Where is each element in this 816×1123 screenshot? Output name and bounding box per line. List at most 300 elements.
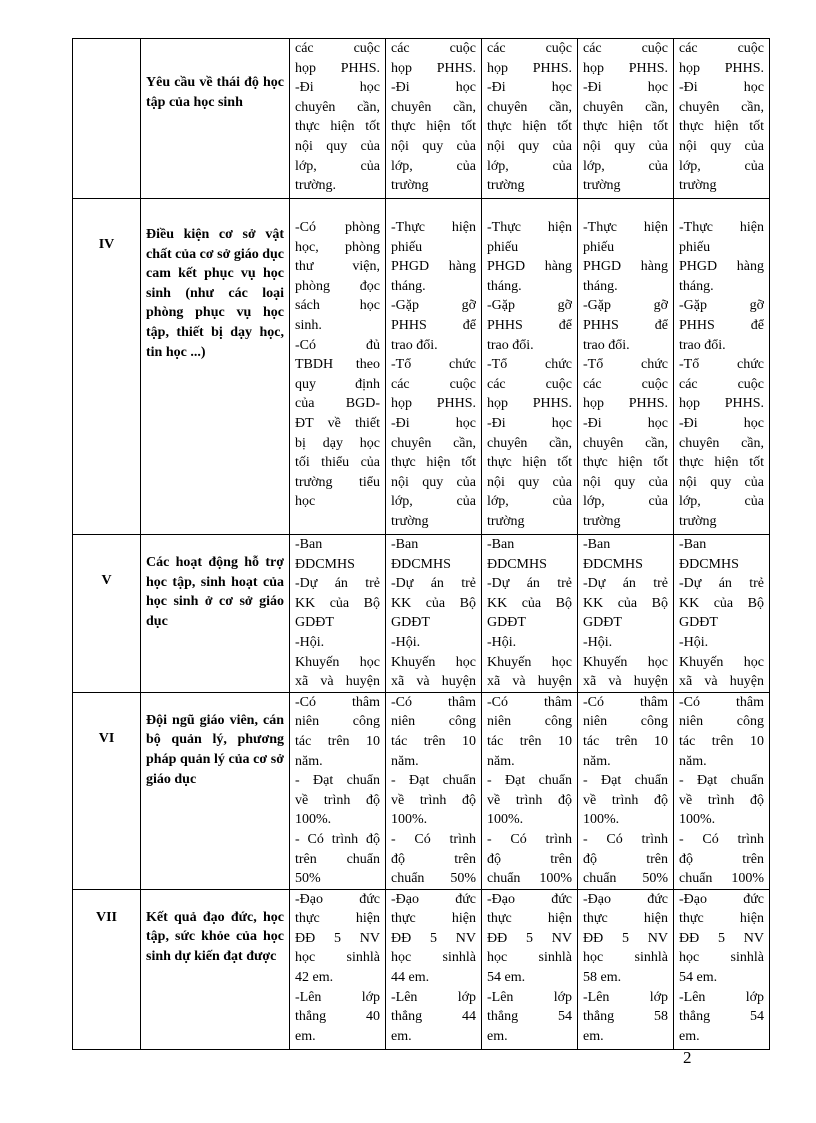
criteria-text: Kết quả đạo đức, học tập, sức khỏe của học sinh dự kiến đạt được bbox=[146, 909, 284, 964]
cell-line: PHGD hàng bbox=[583, 259, 668, 275]
cell-line: tháng. bbox=[583, 278, 618, 294]
cell-line: quy định bbox=[295, 376, 380, 392]
commitment-cell bbox=[386, 889, 482, 1049]
cell-line: -Hội. bbox=[679, 634, 709, 650]
cell-line: nội quy của bbox=[487, 474, 572, 490]
cell-line: -Tổ chức bbox=[679, 357, 764, 373]
cell-line: thực hiện bbox=[487, 911, 572, 927]
criteria-table bbox=[72, 38, 770, 1050]
cell-line: năm. bbox=[487, 753, 515, 769]
cell-line: trường bbox=[679, 178, 717, 194]
cell-line: họp PHHS. bbox=[583, 60, 668, 76]
cell-line: 100%. bbox=[391, 812, 428, 828]
cell-line: chuyên cần, bbox=[295, 99, 380, 115]
cell-line: KK của Bộ bbox=[679, 595, 764, 611]
criteria-cell bbox=[141, 889, 290, 1049]
cell-line: nội quy của bbox=[583, 474, 668, 490]
cell-line: trường bbox=[487, 178, 525, 194]
cell-line: -Đạo đức bbox=[679, 891, 764, 907]
criteria-text: Các hoạt động hỗ trợ học tập, sinh hoạt của học sinh ở cơ sở giáo dục bbox=[146, 555, 284, 629]
cell-line: -Đạo đức bbox=[583, 891, 668, 907]
cell-line: -Ban bbox=[295, 537, 323, 552]
cell-line: -Lên lớp bbox=[295, 989, 380, 1005]
cell-line: PHGD hàng bbox=[679, 259, 764, 275]
row-number-cell bbox=[73, 889, 141, 1049]
cell-line: bị dạy học bbox=[295, 435, 380, 451]
cell-line: thực hiện bbox=[391, 911, 476, 927]
cell-line: trường bbox=[391, 178, 429, 194]
row-number: IV bbox=[98, 237, 115, 252]
cell-line: chuẩn 100% bbox=[487, 871, 572, 887]
cell-line: KK của Bộ bbox=[295, 595, 380, 611]
cell-line: -Thực hiện bbox=[679, 220, 764, 235]
cell-line: về trình độ bbox=[583, 792, 668, 808]
cell-line: ĐĐ 5 NV bbox=[679, 930, 764, 946]
commitment-cell bbox=[386, 39, 482, 199]
cell-line: - Có trình bbox=[679, 831, 764, 847]
cell-line: -Gặp gỡ bbox=[487, 298, 572, 314]
cell-line: chuyên cần, bbox=[391, 99, 476, 115]
cell-line: - Đạt chuẩn bbox=[679, 773, 764, 789]
cell-line: tác trên 10 bbox=[391, 733, 476, 749]
cell-line: -Đạo đức bbox=[295, 891, 380, 907]
cell-line: chuyên cần, bbox=[391, 435, 476, 451]
cell-line: -Lên lớp bbox=[679, 989, 764, 1005]
cell-line: -Tổ chức bbox=[487, 357, 572, 373]
table-row bbox=[73, 889, 770, 1049]
cell-line: thực hiện tốt bbox=[295, 119, 380, 135]
cell-line: họp PHHS. bbox=[679, 396, 764, 412]
cell-line: lớp, của bbox=[583, 494, 668, 510]
cell-line: họp PHHS. bbox=[487, 396, 572, 412]
cell-line: nội quy của bbox=[679, 474, 764, 490]
cell-line: lớp, của bbox=[583, 158, 668, 174]
commitment-cell bbox=[482, 199, 578, 535]
cell-line: họp PHHS. bbox=[391, 396, 476, 412]
cell-line: các cuộc bbox=[487, 41, 572, 56]
cell-line: trường bbox=[583, 178, 621, 194]
cell-line: họp PHHS. bbox=[487, 60, 572, 76]
cell-line: học sinhlà bbox=[583, 950, 668, 966]
cell-line: các cuộc bbox=[583, 376, 668, 392]
cell-line: 100%. bbox=[295, 812, 332, 828]
cell-line: học sinhlà bbox=[295, 950, 380, 966]
cell-line: PHHS để bbox=[679, 317, 764, 333]
commitment-cell bbox=[674, 889, 770, 1049]
cell-line: các cuộc bbox=[391, 376, 476, 392]
commitment-cell bbox=[674, 535, 770, 693]
cell-line: 100%. bbox=[679, 812, 716, 828]
cell-line: ĐT về thiết bbox=[295, 415, 380, 431]
cell-line: - Có trình bbox=[583, 831, 668, 847]
row-number-cell bbox=[73, 692, 141, 889]
cell-line: phiếu bbox=[391, 239, 423, 255]
cell-line: -Hội. bbox=[487, 634, 517, 650]
cell-line: -Gặp gỡ bbox=[391, 298, 476, 314]
cell-line: nội quy của bbox=[391, 474, 476, 490]
cell-line: lớp, của bbox=[679, 494, 764, 510]
commitment-cell bbox=[578, 199, 674, 535]
criteria-text: Yêu cầu về thái độ học tập của học sinh bbox=[146, 75, 284, 110]
cell-line: -Thực hiện bbox=[487, 220, 572, 235]
cell-line: ĐDCMHS bbox=[583, 556, 643, 572]
commitment-cell bbox=[290, 889, 386, 1049]
cell-line: -Dự án trẻ bbox=[391, 576, 476, 592]
cell-line: xã và huyện bbox=[391, 674, 476, 690]
cell-line: trao đổi. bbox=[487, 337, 534, 353]
cell-line: học sinhlà bbox=[391, 950, 476, 966]
cell-line: học sinhlà bbox=[679, 950, 764, 966]
cell-line: em. bbox=[583, 1028, 604, 1044]
table-row bbox=[73, 535, 770, 693]
cell-line: ĐĐ 5 NV bbox=[487, 930, 572, 946]
cell-line: -Hội. bbox=[583, 634, 613, 650]
cell-line: niên công bbox=[487, 714, 572, 730]
cell-line: nội quy của bbox=[295, 138, 380, 154]
cell-line: năm. bbox=[679, 753, 707, 769]
cell-line: thực hiện tốt bbox=[583, 455, 668, 471]
cell-line: GDĐT bbox=[487, 615, 526, 631]
cell-line: về trình độ bbox=[679, 792, 764, 808]
cell-line: -Đi học bbox=[391, 80, 476, 96]
row-number: VI bbox=[98, 730, 115, 746]
cell-line: -Đi học bbox=[391, 415, 476, 431]
cell-line: -Thực hiện bbox=[583, 220, 668, 235]
cell-line: ĐDCMHS bbox=[295, 556, 355, 572]
cell-line: thực hiện tốt bbox=[679, 455, 764, 471]
cell-line: thực hiện tốt bbox=[487, 119, 572, 135]
cell-line: chuyên cần, bbox=[487, 99, 572, 115]
cell-line: sinh. bbox=[295, 317, 322, 333]
cell-line: các cuộc bbox=[391, 41, 476, 56]
cell-line: thẳng 44 bbox=[391, 1009, 476, 1025]
commitment-cell bbox=[290, 199, 386, 535]
cell-line: niên công bbox=[295, 714, 380, 730]
row-number-cell bbox=[73, 39, 141, 199]
page-number: 2 bbox=[683, 1048, 692, 1067]
cell-line: năm. bbox=[295, 753, 323, 769]
table-row bbox=[73, 39, 770, 199]
cell-line: Khuyến học bbox=[583, 654, 668, 670]
cell-line: - Có trình bbox=[487, 831, 572, 847]
cell-line: 42 em. bbox=[295, 970, 334, 986]
cell-line: các cuộc bbox=[487, 376, 572, 392]
commitment-cell bbox=[482, 889, 578, 1049]
cell-line: trên chuẩn bbox=[295, 851, 380, 867]
cell-line: -Ban bbox=[487, 537, 515, 552]
cell-line: xã và huyện bbox=[487, 674, 572, 690]
cell-line: các cuộc bbox=[583, 41, 668, 56]
cell-line: trao đổi. bbox=[583, 337, 630, 353]
cell-line: -Đi học bbox=[583, 415, 668, 431]
cell-line: PHHS để bbox=[391, 317, 476, 333]
commitment-cell bbox=[290, 39, 386, 199]
cell-line: họp PHHS. bbox=[295, 60, 380, 76]
cell-line: thực hiện bbox=[295, 911, 380, 927]
cell-line: -Thực hiện bbox=[391, 220, 476, 235]
cell-line: -Dự án trẻ bbox=[679, 576, 764, 592]
cell-line: thực hiện tốt bbox=[391, 455, 476, 471]
cell-line: tác trên 10 bbox=[679, 733, 764, 749]
cell-line: các cuộc bbox=[679, 376, 764, 392]
cell-line: - Đạt chuẩn bbox=[391, 773, 476, 789]
cell-line: em. bbox=[679, 1028, 700, 1044]
cell-line: học, phòng bbox=[295, 239, 380, 255]
cell-line: -Đi học bbox=[487, 80, 572, 96]
commitment-cell bbox=[578, 39, 674, 199]
cell-line: TBDH theo bbox=[295, 357, 380, 373]
commitment-cell bbox=[578, 535, 674, 693]
commitment-cell bbox=[290, 692, 386, 889]
cell-line: - Đạt chuẩn bbox=[487, 773, 572, 789]
commitment-cell bbox=[674, 199, 770, 535]
cell-line: thực hiện bbox=[583, 911, 668, 927]
commitment-cell bbox=[482, 692, 578, 889]
cell-line: phòng đọc bbox=[295, 278, 380, 294]
cell-line: nội quy của bbox=[391, 138, 476, 154]
cell-line: thư viện, bbox=[295, 259, 380, 275]
cell-line: trao đổi. bbox=[391, 337, 438, 353]
cell-line: em. bbox=[295, 1028, 316, 1044]
cell-line: -Có thâm bbox=[679, 694, 764, 710]
cell-line: năm. bbox=[583, 753, 611, 769]
commitment-cell bbox=[674, 39, 770, 199]
cell-line: các cuộc bbox=[295, 41, 380, 56]
cell-line: -Có phòng bbox=[295, 220, 380, 235]
cell-line: thực hiện tốt bbox=[487, 455, 572, 471]
cell-line: xã và huyện bbox=[679, 674, 764, 690]
cell-line: PHHS để bbox=[583, 317, 668, 333]
cell-line: PHGD hàng bbox=[487, 259, 572, 275]
commitment-cell bbox=[386, 199, 482, 535]
cell-line: thẳng 54 bbox=[487, 1009, 572, 1025]
cell-line: lớp, của bbox=[487, 158, 572, 174]
cell-line: chuyên cần, bbox=[583, 99, 668, 115]
cell-line: độ trên bbox=[679, 851, 764, 867]
cell-line: thẳng 54 bbox=[679, 1009, 764, 1025]
commitment-cell bbox=[578, 889, 674, 1049]
cell-line: -Lên lớp bbox=[487, 989, 572, 1005]
cell-line: về trình độ bbox=[295, 792, 380, 808]
row-number-cell bbox=[73, 199, 141, 535]
cell-line: 100%. bbox=[583, 812, 620, 828]
cell-line: -Gặp gỡ bbox=[583, 298, 668, 314]
cell-line: phiếu bbox=[583, 239, 615, 255]
commitment-cell bbox=[578, 692, 674, 889]
cell-line: sách học bbox=[295, 298, 380, 314]
criteria-cell bbox=[141, 39, 290, 199]
cell-line: chuẩn 100% bbox=[679, 871, 764, 887]
cell-line: -Ban bbox=[391, 537, 419, 552]
cell-line: -Dự án trẻ bbox=[295, 576, 380, 592]
cell-line: chuyên cần, bbox=[679, 435, 764, 451]
cell-line: lớp, của bbox=[487, 494, 572, 510]
commitment-cell bbox=[386, 692, 482, 889]
cell-line: trường bbox=[487, 513, 525, 529]
cell-line: - Có trình bbox=[391, 831, 476, 847]
cell-line: trường. bbox=[295, 178, 337, 194]
criteria-text: Điều kiện cơ sở vật chất của cơ sở giáo dục cam kết phục vụ học sinh (như các loại phòng phục vụ học tập, thiết bị dạy học, tin học ...) bbox=[146, 227, 285, 360]
cell-line: trường tiểu bbox=[295, 474, 380, 490]
cell-line: em. bbox=[487, 1028, 508, 1044]
table-row bbox=[73, 199, 770, 535]
cell-line: niên công bbox=[583, 714, 668, 730]
cell-line: ĐDCMHS bbox=[679, 556, 739, 572]
cell-line: -Có thâm bbox=[295, 694, 380, 710]
cell-line: tháng. bbox=[679, 278, 714, 294]
cell-line: phiếu bbox=[679, 239, 711, 255]
cell-line: -Có thâm bbox=[391, 694, 476, 710]
cell-line: -Dự án trẻ bbox=[487, 576, 572, 592]
cell-line: độ trên bbox=[391, 851, 476, 867]
cell-line: về trình độ bbox=[487, 792, 572, 808]
cell-line: học sinhlà bbox=[487, 950, 572, 966]
commitment-cell bbox=[482, 535, 578, 693]
cell-line: - Đạt chuẩn bbox=[583, 773, 668, 789]
cell-line: năm. bbox=[391, 753, 419, 769]
cell-line: chuyên cần, bbox=[679, 99, 764, 115]
cell-line: xã và huyện bbox=[583, 674, 668, 690]
cell-line: ĐĐ 5 NV bbox=[391, 930, 476, 946]
cell-line: phiếu bbox=[487, 239, 519, 255]
row-number: V bbox=[101, 573, 112, 588]
cell-line: niên công bbox=[679, 714, 764, 730]
commitment-cell bbox=[386, 535, 482, 693]
cell-line: chuẩn 50% bbox=[391, 871, 476, 887]
cell-line: -Đạo đức bbox=[487, 891, 572, 907]
cell-line: chuyên cần, bbox=[487, 435, 572, 451]
cell-line: ĐDCMHS bbox=[391, 556, 451, 572]
cell-line: trường bbox=[391, 513, 429, 529]
cell-line: -Đi học bbox=[679, 415, 764, 431]
cell-line: -Đi học bbox=[295, 80, 380, 96]
cell-line: thẳng 40 bbox=[295, 1009, 380, 1025]
cell-line: 54 em. bbox=[487, 970, 526, 986]
cell-line: niên công bbox=[391, 714, 476, 730]
cell-line: KK của Bộ bbox=[391, 595, 476, 611]
cell-line: GDĐT bbox=[583, 615, 622, 631]
cell-line: 58 em. bbox=[583, 970, 622, 986]
cell-line: ĐĐ 5 NV bbox=[583, 930, 668, 946]
cell-line: độ trên bbox=[487, 851, 572, 867]
cell-line: ĐDCMHS bbox=[487, 556, 547, 572]
table-row bbox=[73, 692, 770, 889]
cell-line: thực hiện tốt bbox=[583, 119, 668, 135]
cell-line: tác trên 10 bbox=[295, 733, 380, 749]
cell-line: -Tổ chức bbox=[391, 357, 476, 373]
criteria-cell bbox=[141, 535, 290, 693]
cell-line: độ trên bbox=[583, 851, 668, 867]
cell-line: thực hiện tốt bbox=[679, 119, 764, 135]
cell-line: học bbox=[295, 494, 316, 510]
cell-line: Khuyến học bbox=[391, 654, 476, 670]
cell-line: thẳng 58 bbox=[583, 1009, 668, 1025]
cell-line: 50% bbox=[295, 871, 321, 887]
cell-line: nội quy của bbox=[583, 138, 668, 154]
cell-line: -Dự án trẻ bbox=[583, 576, 668, 592]
cell-line: -Đạo đức bbox=[391, 891, 476, 907]
cell-line: - Có trình độ bbox=[295, 831, 380, 847]
cell-line: -Tổ chức bbox=[583, 357, 668, 373]
cell-line: thực hiện bbox=[679, 911, 764, 927]
cell-line: -Lên lớp bbox=[583, 989, 668, 1005]
cell-line: GDĐT bbox=[679, 615, 718, 631]
cell-line: Khuyến học bbox=[679, 654, 764, 670]
cell-line: - Đạt chuẩn bbox=[295, 773, 380, 789]
cell-line: tháng. bbox=[487, 278, 522, 294]
cell-line: PHHS để bbox=[487, 317, 572, 333]
cell-line: trao đổi. bbox=[679, 337, 726, 353]
criteria-text: Đội ngũ giáo viên, cán bộ quản lý, phương pháp quản lý của cơ sở giáo dục bbox=[146, 712, 284, 787]
cell-line: chuẩn 50% bbox=[583, 871, 668, 887]
commitment-cell bbox=[482, 39, 578, 199]
cell-line: lớp, của bbox=[679, 158, 764, 174]
cell-line: -Đi học bbox=[487, 415, 572, 431]
criteria-cell bbox=[141, 199, 290, 535]
cell-line: -Hội. bbox=[295, 634, 325, 650]
criteria-cell bbox=[141, 692, 290, 889]
cell-line: -Có thâm bbox=[583, 694, 668, 710]
cell-line: GDĐT bbox=[295, 615, 334, 631]
cell-line: -Có thâm bbox=[487, 694, 572, 710]
cell-line: về trình độ bbox=[391, 792, 476, 808]
cell-line: trường bbox=[583, 513, 621, 529]
cell-line: lớp, của bbox=[391, 158, 476, 174]
cell-line: họp PHHS. bbox=[583, 396, 668, 412]
cell-line: tác trên 10 bbox=[487, 733, 572, 749]
cell-line: 54 em. bbox=[679, 970, 718, 986]
commitment-cell bbox=[674, 692, 770, 889]
cell-line: 44 em. bbox=[391, 970, 430, 986]
cell-line: -Ban bbox=[679, 537, 707, 552]
cell-line: -Đi học bbox=[583, 80, 668, 96]
cell-line: -Lên lớp bbox=[391, 989, 476, 1005]
row-number: VII bbox=[95, 909, 117, 925]
cell-line: chuyên cần, bbox=[583, 435, 668, 451]
cell-line: -Có đủ bbox=[295, 337, 380, 353]
cell-line: PHGD hàng bbox=[391, 259, 476, 275]
cell-line: Khuyến học bbox=[295, 654, 380, 670]
cell-line: -Hội. bbox=[391, 634, 421, 650]
cell-line: -Ban bbox=[583, 537, 611, 552]
cell-line: KK của Bộ bbox=[487, 595, 572, 611]
cell-line: các cuộc bbox=[679, 41, 764, 56]
cell-line: GDĐT bbox=[391, 615, 430, 631]
cell-line: trường bbox=[679, 513, 717, 529]
cell-line: nội quy của bbox=[679, 138, 764, 154]
cell-line: Khuyến học bbox=[487, 654, 572, 670]
cell-line: của BGD- bbox=[295, 396, 380, 412]
cell-line: tối thiểu của bbox=[295, 455, 380, 471]
cell-line: 100%. bbox=[487, 812, 524, 828]
cell-line: họp PHHS. bbox=[391, 60, 476, 76]
cell-line: xã và huyện bbox=[295, 674, 380, 690]
cell-line: tác trên 10 bbox=[583, 733, 668, 749]
cell-line: thực hiện tốt bbox=[391, 119, 476, 135]
cell-line: -Gặp gỡ bbox=[679, 298, 764, 314]
cell-line: KK của Bộ bbox=[583, 595, 668, 611]
cell-line: ĐĐ 5 NV bbox=[295, 930, 380, 946]
cell-line: em. bbox=[391, 1028, 412, 1044]
cell-line: tháng. bbox=[391, 278, 426, 294]
cell-line: lớp, của bbox=[391, 494, 476, 510]
cell-line: lớp, của bbox=[295, 158, 380, 174]
cell-line: -Đi học bbox=[679, 80, 764, 96]
cell-line: nội quy của bbox=[487, 138, 572, 154]
row-number-cell bbox=[73, 535, 141, 693]
cell-line: họp PHHS. bbox=[679, 60, 764, 76]
commitment-cell bbox=[290, 535, 386, 693]
